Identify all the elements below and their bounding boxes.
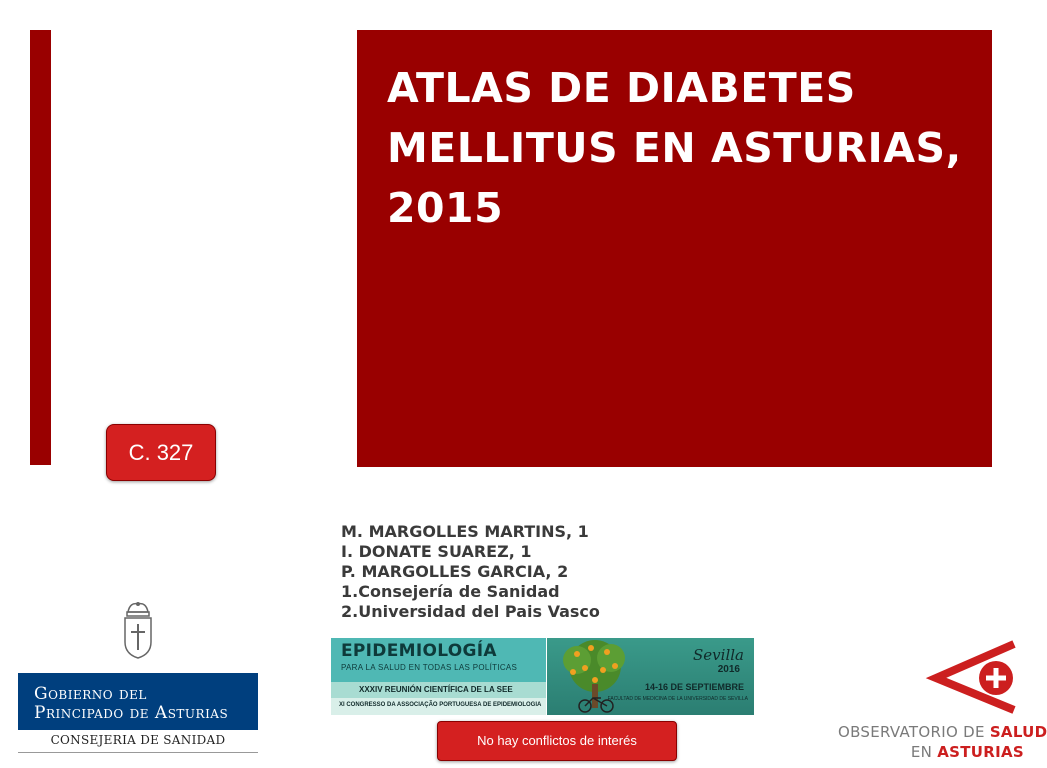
event-venue: FACULTAD DE MEDICINA DE LA UNIVERSIDAD DE SEVILLA xyxy=(607,696,748,702)
event-dates: 14-16 DE SEPTIEMBRE xyxy=(644,682,744,692)
coat-of-arms-icon xyxy=(118,600,158,660)
event-congress: XI CONGRESSO DA ASSOCIAÇÃO PORTUGUESA DE EPIDEMIOLOGIA xyxy=(339,702,542,708)
event-banner-left xyxy=(331,638,546,715)
department-divider xyxy=(18,752,258,753)
disclosure-badge: No hay conflictos de interés xyxy=(437,721,677,761)
observatory-line2: EN ASTURIAS xyxy=(910,743,1024,761)
event-year: 2016 xyxy=(717,664,740,675)
event-meeting: XXXIV REUNIÓN CIENTÍFICA DE LA SEE xyxy=(359,685,513,694)
government-name-line1: Gobierno del xyxy=(34,684,147,704)
author-line: I. DONATE SUAREZ, 1 xyxy=(341,542,532,561)
observatory-logo-icon xyxy=(928,638,1020,714)
left-accent-bar xyxy=(30,30,51,465)
slide-title: ATLAS DE DIABETES MELLITUS EN ASTURIAS, 2015 xyxy=(387,64,962,232)
affiliation-line: 1.Consejería de Sanidad xyxy=(341,582,560,601)
poster-code-badge: C. 327 xyxy=(106,424,216,481)
event-city: Sevilla xyxy=(693,646,744,664)
orange-tree-icon xyxy=(547,638,657,715)
observatory-name xyxy=(838,722,1047,762)
department-name: CONSEJERIA DE SANIDAD xyxy=(50,733,226,747)
title-panel xyxy=(357,30,992,467)
event-banner-right xyxy=(547,638,754,715)
authors-block xyxy=(341,522,600,622)
author-line: P. MARGOLLES GARCIA, 2 xyxy=(341,562,569,581)
government-logo xyxy=(18,673,258,730)
event-subtitle: PARA LA SALUD EN TODAS LAS POLÍTICAS xyxy=(341,663,518,672)
affiliation-line: 2.Universidad del Pais Vasco xyxy=(341,602,600,621)
event-banner xyxy=(331,638,754,715)
author-line: M. MARGOLLES MARTINS, 1 xyxy=(341,522,589,541)
observatory-line1: OBSERVATORIO DE SALUD xyxy=(838,723,1047,741)
government-name-line2: Principado de Asturias xyxy=(34,703,229,723)
event-title: EPIDEMIOLOGÍA xyxy=(341,641,497,661)
